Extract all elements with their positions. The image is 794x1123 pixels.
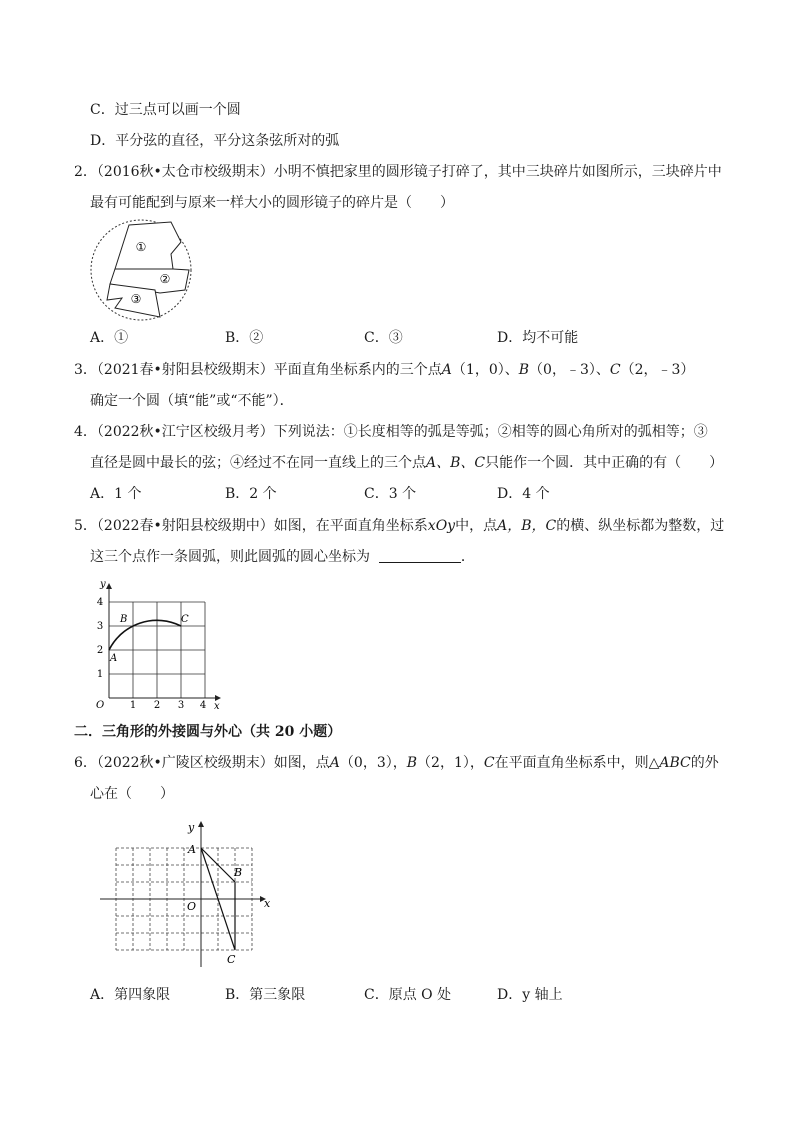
q6-origin-label: O: [187, 900, 197, 913]
q5-line1-c: 的横、纵坐标都为整数，过: [556, 518, 725, 534]
q6-coord-b: （2，1），: [417, 755, 484, 771]
q6-point-c-label: C: [227, 953, 236, 966]
q5-x-tick-2: 2: [153, 700, 161, 711]
q4-points: A、B、C: [426, 455, 486, 471]
q6-point-a-label: A: [188, 843, 196, 856]
q5-stem-line2: [90, 547, 475, 567]
q5-x-tick-4: 4: [199, 700, 207, 711]
q5-line1-a: 5．（2022春•射阳县校级期中）如图，在平面直角坐标系: [74, 518, 428, 534]
q4-stem-line1: 4．（2022秋•江宁区校级月考）下列说法：①长度相等的弧是等弧；②相等的圆心角所对的弧相等；③: [74, 424, 708, 440]
q4-option-d[interactable]: D．4 个: [497, 486, 550, 502]
q5-line1-b: 中，点: [455, 518, 498, 534]
q2-option-c[interactable]: C．③: [364, 330, 403, 346]
q6-line1-a: 6．（2022秋•广陵区校级期末）如图，点: [74, 755, 330, 771]
q5-origin-label: O: [96, 700, 105, 711]
q5-answer-blank[interactable]: [379, 548, 461, 563]
q6-option-b[interactable]: B．第三象限: [225, 987, 306, 1003]
q6-point-b-label: B: [234, 866, 243, 879]
q5-y-label: y: [100, 579, 106, 590]
q6-x-label: x: [264, 897, 271, 910]
q2-option-d[interactable]: D．均不可能: [497, 330, 579, 346]
piece-1-label: ①: [135, 240, 147, 254]
q5-point-a-label: A: [110, 653, 118, 664]
q2-option-b[interactable]: B．②: [225, 330, 264, 346]
q5-system: xOy: [427, 518, 456, 534]
q5-line2: 这三个点作一条圆弧，则此圆弧的圆心坐标为: [90, 549, 370, 565]
q1-option-c: C．过三点可以画一个圆: [90, 102, 241, 118]
q5-points: A，B，C: [497, 518, 557, 534]
q6-point-a: A: [329, 755, 340, 771]
q5-x-label: x: [214, 701, 220, 712]
q4-stem-line2: [90, 453, 723, 473]
q5-y-tick-2: 2: [96, 645, 104, 656]
q6-option-d[interactable]: D．y 轴上: [497, 987, 563, 1003]
q4-option-a[interactable]: A．1 个: [90, 486, 142, 502]
q1-option-d: D．平分弦的直径，平分这条弦所对的弧: [90, 133, 340, 149]
q6-point-c: C: [483, 755, 495, 771]
q2-stem-line1: 2．（2016秋•太仓市校级期末）小明不慎把家里的圆形镜子打碎了，其中三块碎片如图所示，三块碎片中: [74, 164, 722, 180]
q3-prefix: 3．（2021春•射阳县校级期末）平面直角坐标系内的三个点: [74, 362, 442, 378]
q3-coord-c: （2，﹣3）: [620, 362, 695, 378]
q4-option-c[interactable]: C．3 个: [364, 486, 417, 502]
q6-line1-b: 在平面直角坐标系中，则△: [494, 755, 660, 771]
q5-y-tick-1: 1: [96, 669, 104, 680]
q6-coord-a: （0，3），: [339, 755, 407, 771]
piece-3-label: ③: [130, 292, 142, 306]
q6-option-a[interactable]: A．第四象限: [90, 987, 171, 1003]
q5-y-tick-3: 3: [96, 621, 104, 632]
q6-y-label: y: [188, 821, 195, 834]
q3-stem-line1: [74, 360, 694, 380]
q3-coord-b: （0，﹣3）、: [529, 362, 610, 378]
piece-2-label: ②: [159, 272, 171, 286]
q5-x-tick-1: 1: [129, 700, 137, 711]
q6-coordinate-figure: [92, 815, 282, 975]
q5-stem-line1: [74, 516, 724, 536]
q2-option-a[interactable]: A．①: [90, 330, 129, 346]
q6-y-arrow: [198, 821, 204, 827]
q6-triangle: ABC: [659, 755, 691, 771]
q3-point-a: A: [441, 362, 452, 378]
q6-stem-line2: 心在（ ）: [90, 786, 174, 802]
q5-y-tick-4: 4: [96, 597, 104, 608]
q6-point-b: B: [406, 755, 418, 771]
q5-coordinate-figure: [85, 576, 225, 712]
q6-option-c[interactable]: C．原点 O 处: [364, 987, 452, 1003]
q5-line2-end: ．: [460, 549, 475, 565]
q5-point-c-label: C: [181, 614, 189, 625]
q6-line1-c: 的外: [690, 755, 719, 771]
q3-stem-line2: 确定一个圆（填“能”或“不能”）．: [90, 393, 294, 409]
q3-coord-a: （1，0）、: [451, 362, 519, 378]
q4-option-b[interactable]: B．2 个: [225, 486, 277, 502]
q2-stem-line2: 最有可能配到与原来一样大小的圆形镜子的碎片是（ ）: [90, 195, 454, 211]
q3-point-b: B: [518, 362, 530, 378]
q5-x-tick-3: 3: [177, 700, 185, 711]
q6-stem-line1: [74, 753, 719, 773]
q3-point-c: C: [609, 362, 621, 378]
q4-line2-a: 直径是圆中最长的弦；④经过不在同一直线上的三个点: [90, 455, 426, 471]
q5-y-arrow: [106, 583, 112, 589]
piece-1: [115, 222, 181, 269]
q5-point-b-label: B: [120, 614, 128, 625]
q4-line2-b: 只能作一个圆．其中正确的有（ ）: [485, 455, 724, 471]
section-2-title: 二．三角形的外接圆与外心（共 20 小题）: [74, 724, 342, 740]
q2-mirror-figure: [85, 218, 197, 322]
